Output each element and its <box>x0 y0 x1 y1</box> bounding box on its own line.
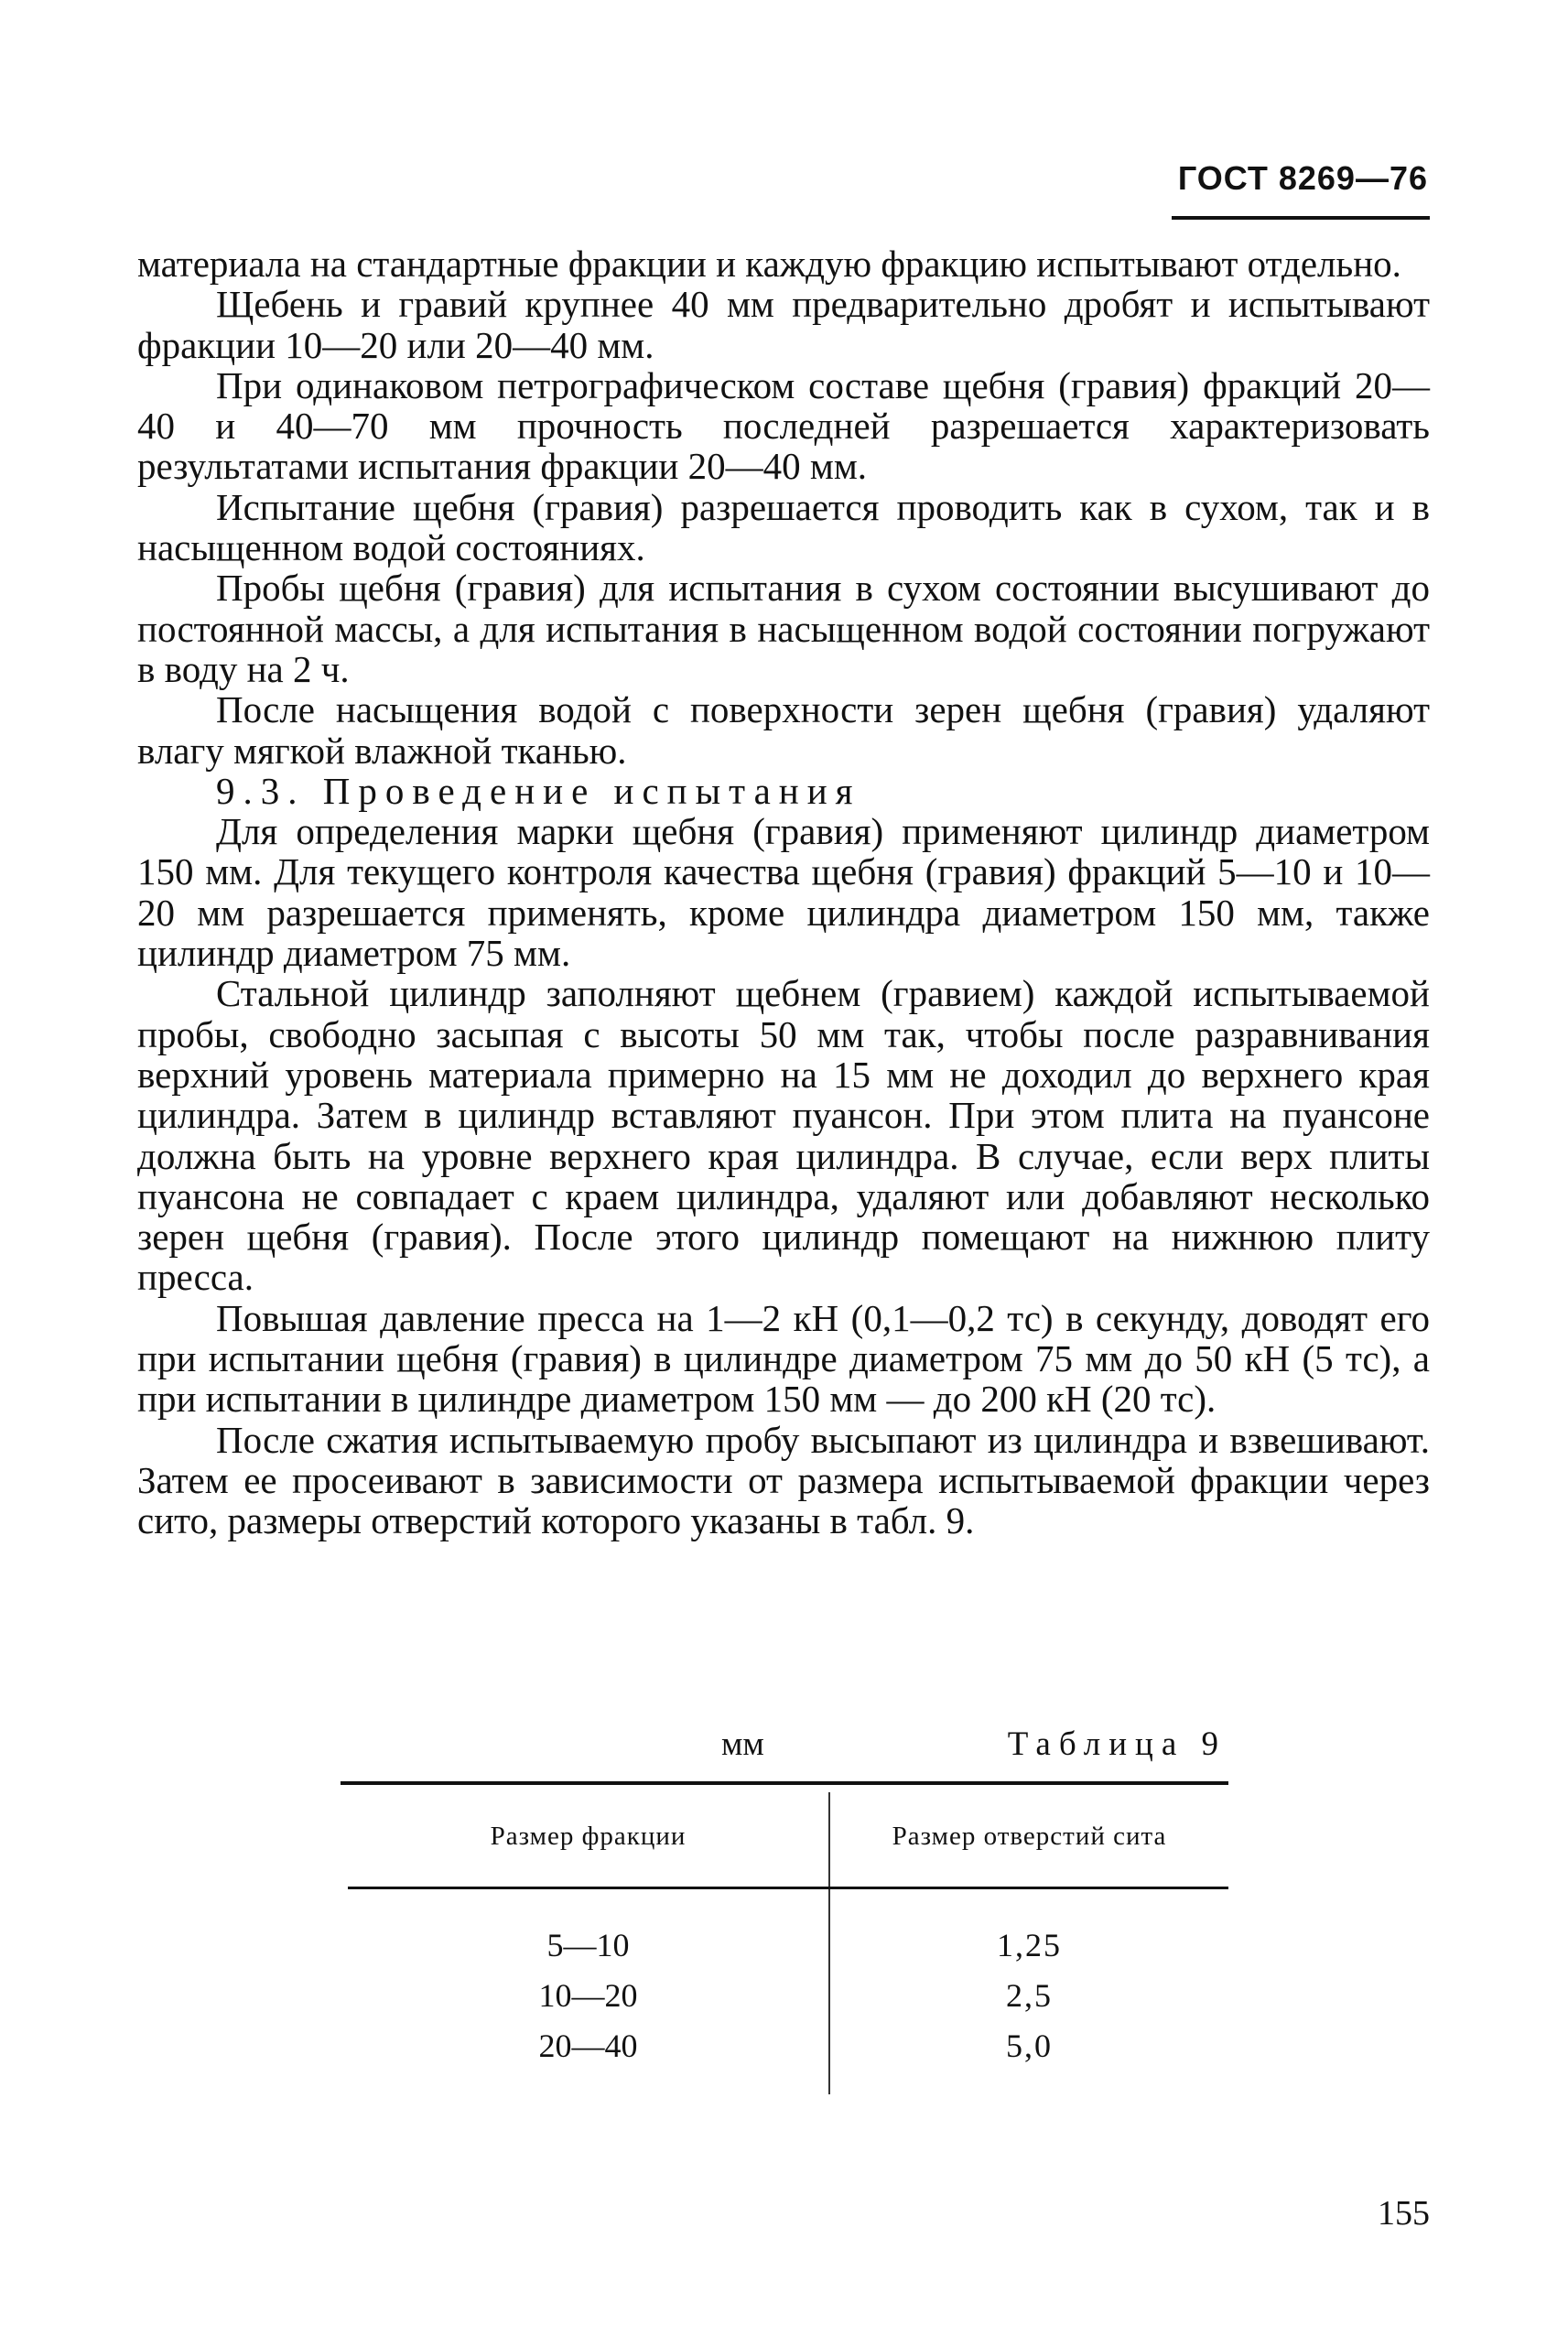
header-rule <box>1172 216 1430 220</box>
table-cell: 10—20 <box>538 1977 638 2014</box>
table-column-fraction-size <box>348 1920 828 2071</box>
paragraph: После насыщения водой с поверхности зерен щебня (гравия) удаляют влагу мягкой влажной тканью. <box>137 688 1430 772</box>
table-cell: 1,25 <box>997 1927 1062 1963</box>
paragraph: Испытание щебня (гравия) разрешается проводить как в сухом, так и в насыщенном водой состояниях. <box>137 485 1430 569</box>
table-header-sieve-size: Размер отверстий сита <box>892 1822 1167 1851</box>
table-title: Таблица 9 <box>1007 1725 1227 1763</box>
table-cell: 5,0 <box>1006 2028 1053 2064</box>
standard-number: ГОСТ 8269—76 <box>1177 159 1428 197</box>
paragraph: Повышая давление пресса на 1—2 кН (0,1—0,2 тс) в секунду, доводят его при испытании щебня (гравия) в цилиндре диаметром 75 мм до 50 кН (5 тс), а при испытании в цилиндре диаметром 150 мм — до 200 кН (20 тс). <box>137 1296 1430 1421</box>
section-heading: 9.3. Проведение испытания <box>216 769 861 812</box>
table-top-rule <box>341 1781 1228 1785</box>
paragraph: Щебень и гравий крупнее 40 мм предварительно дробят и испытывают фракции 10—20 или 20—40 мм. <box>137 283 1430 366</box>
table-header-fraction-size: Размер фракции <box>490 1822 687 1851</box>
table-cell: 2,5 <box>1006 1977 1053 2014</box>
table-cell: 20—40 <box>538 2028 638 2064</box>
body-text <box>137 243 1430 1541</box>
paragraph: материала на стандартные фракции и каждую фракцию испытывают отдельно. <box>137 243 1401 285</box>
page-number: 155 <box>1378 2194 1430 2233</box>
table-cell: 5—10 <box>546 1927 630 1963</box>
table-column-sieve-size <box>830 1920 1228 2071</box>
paragraph: Для определения марки щебня (гравия) применяют цилиндр диаметром 150 мм. Для текущего контроля качества щебня (гравия) фракций 5—10 и 10—20 мм разрешается применять, кроме цилиндра диаметром 150 мм, также цилиндр диаметром 75 мм. <box>137 810 1430 975</box>
paragraph: При одинаковом петрографическом составе щебня (гравия) фракций 20—40 и 40—70 мм прочность последней разрешается характеризовать результатами испытания фракции 20—40 мм. <box>137 363 1430 488</box>
table-header-rule <box>348 1887 1228 1889</box>
paragraph: После сжатия испытываемую пробу высыпают из цилиндра и взвешивают. Затем ее просеивают в зависимости от размера испытываемой фракции через сито, размеры отверстий которого указаны в табл. 9. <box>137 1418 1430 1542</box>
paragraph: Пробы щебня (гравия) для испытания в сухом состоянии высушивают до постоянной массы, а для испытания в насыщенном водой состоянии погружают в воду на 2 ч. <box>137 567 1430 690</box>
paragraph: Стальной цилиндр заполняют щебнем (гравием) каждой испытываемой пробы, свободно засыпая с высоты 50 мм так, чтобы после разравнивания верхний уровень материала примерно на 15 мм не доходил до верхнего края цилиндра. Затем в цилиндр вставляют пуансон. При этом плита на пуансоне должна быть на уровне верхнего края цилиндра. В случае, если верх плиты пуансона не совпадает с краем цилиндра, удаляют или добавляют несколько зерен щебня (гравия). После этого цилиндр помещают на нижнюю плиту пресса. <box>137 972 1430 1299</box>
table-unit: мм <box>721 1725 764 1763</box>
